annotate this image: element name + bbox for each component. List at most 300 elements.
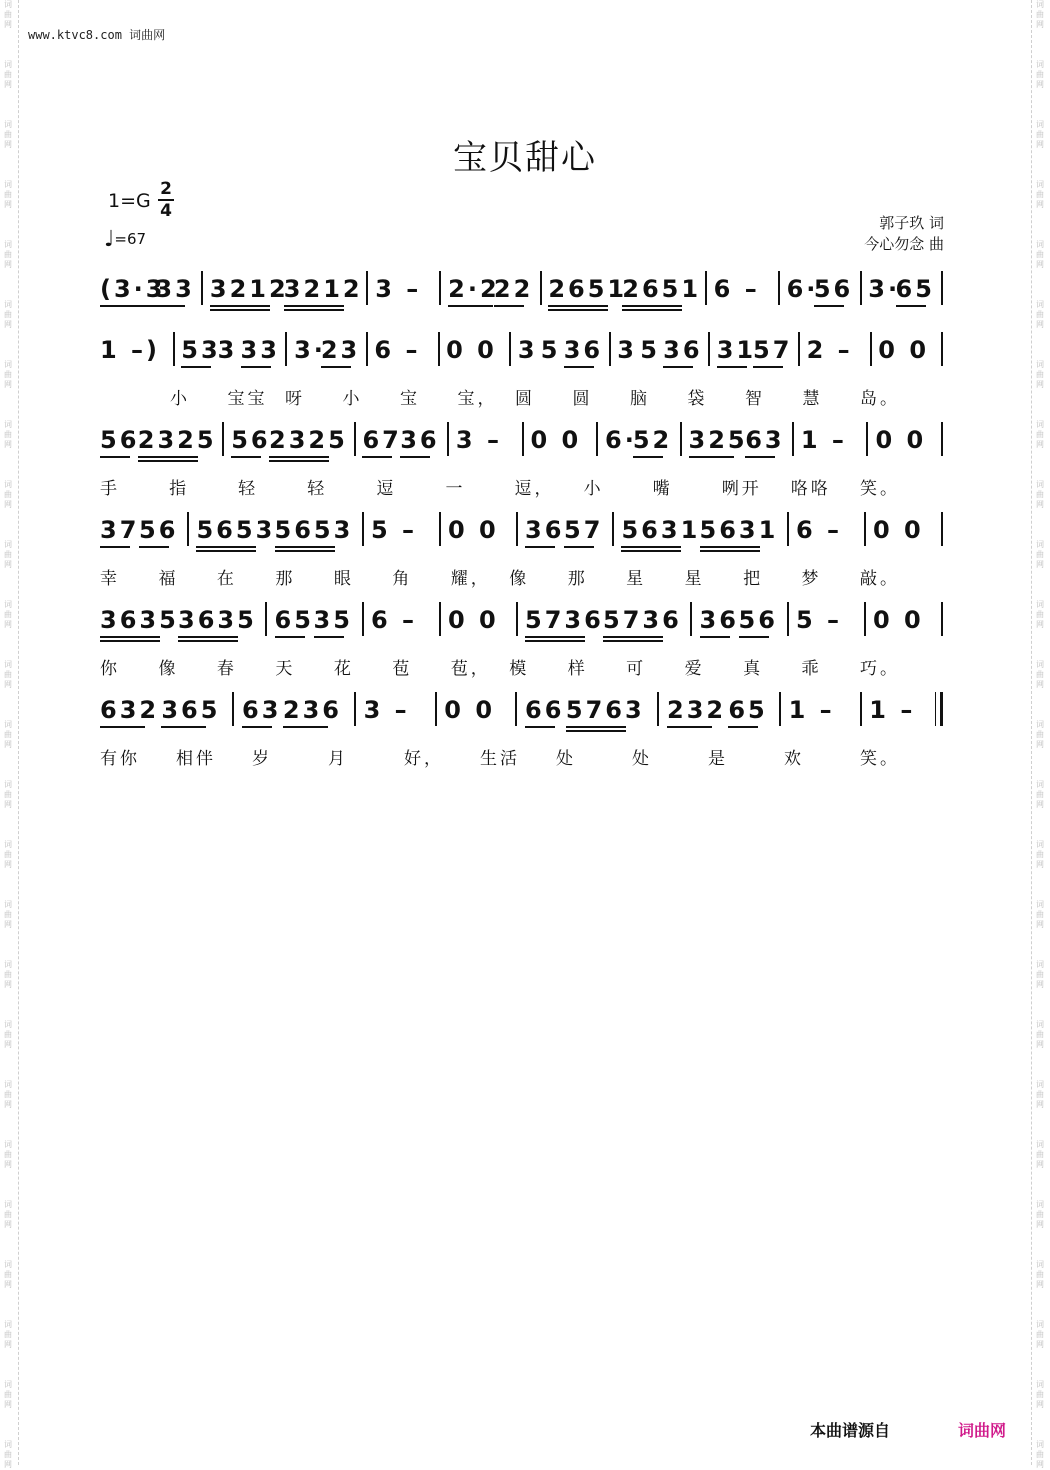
watermark-text: 词 曲 网 [4,360,12,389]
lyric-syllable: 呀 [285,389,305,409]
lyric-syllable: 模 [509,659,530,679]
watermark-text: 词 曲 网 [1036,1260,1044,1289]
barline [515,692,517,726]
watermark-text: 词 曲 网 [4,1200,12,1229]
note-group: 35 [313,606,353,634]
note-group: 5736 [525,606,604,634]
note-group: 2325 [269,426,348,454]
watermark-text: 词 曲 网 [4,60,12,89]
note-group: 57 [564,516,604,544]
lyric-syllable: 眼 [333,569,354,589]
barline [232,692,234,726]
lyricist-credit: 郭子玖 词 [879,214,944,232]
lyric-syllable: 笑。 [860,479,900,499]
watermark-text: 词 曲 网 [1036,720,1044,749]
note-group: 5 – [371,516,418,544]
site-header[interactable]: www.ktvc8.com 词曲网 [28,28,166,42]
lyric-syllable: 耀， [450,569,491,589]
lyric-syllable: 幸 [100,569,120,589]
beam-line [700,546,760,548]
lyric-syllable: 可 [626,659,647,679]
notes-row [100,336,950,376]
beam-line [231,456,261,458]
note-group: 632 [100,696,160,724]
note-group: 0 0 [878,336,930,364]
watermark-text: 词 曲 网 [4,600,12,629]
beam-line [896,305,926,307]
lyric-syllable: 指 [169,479,190,499]
beam-line [275,550,335,552]
watermark-text: 词 曲 网 [4,720,12,749]
beam-line [210,309,270,311]
beam-line [566,726,626,728]
beam-line [622,309,682,311]
lyric-syllable: 宝， [457,389,498,409]
beam-line [178,636,238,638]
barline [860,271,862,305]
notes-row [100,606,950,646]
lyric-syllable: 手 [100,479,120,499]
beam-line [100,546,130,548]
note-group: 236 [282,696,343,724]
note-group: 1 – [869,696,916,724]
watermark-text: 词 曲 网 [1036,60,1044,89]
watermark-text: 词 曲 网 [4,240,12,269]
beam-line [700,636,730,638]
lyric-syllable: 苞 [392,659,413,679]
key-signature: 1=G [108,190,151,212]
note-group: 36 [400,426,440,454]
beam-line [663,366,693,368]
lyric-syllable: 处 [556,749,576,769]
barline [435,692,437,726]
note-group: 33 [240,336,280,364]
watermark-text: 词 曲 网 [1036,1140,1044,1169]
note-group: 6 – [796,516,843,544]
watermark-text: 词 曲 网 [1036,780,1044,809]
lyric-syllable: 爱 [684,659,705,679]
beam-line [548,309,608,311]
watermark-text: 词 曲 网 [1036,960,1044,989]
score-line [100,606,950,686]
watermark-text: 词 曲 网 [4,780,12,809]
beam-line [564,366,594,368]
beam-line [196,550,256,552]
note-group: 3 [217,336,238,364]
lyric-syllable: 乖 [801,659,822,679]
barline [864,602,866,636]
lyric-syllable: 巧。 [860,659,900,679]
note-group: 3 [617,336,637,364]
beam-line [100,305,160,307]
lyric-syllable: 好， [404,749,444,769]
lyric-syllable: 圆 [572,389,593,409]
barline [366,271,368,305]
note-group: 63 [745,426,785,454]
lyric-syllable: 春 [216,659,237,679]
left-watermark-strip [0,0,19,1469]
note-group: 65 [728,696,768,724]
note-group: 65 [895,275,935,303]
beam-line [196,546,256,548]
lyric-syllable: 把 [743,569,764,589]
lyric-syllable: 你 [100,659,120,679]
barline [779,692,781,726]
note-group: 3212 [209,275,289,303]
note-group: 33 [155,275,195,303]
beam-line [275,546,335,548]
note-group: 56 [231,426,271,454]
barline [439,602,441,636]
time-signature-bottom: 4 [160,201,172,221]
lyric-syllable: 样 [567,659,588,679]
note-group: 3· [868,275,901,303]
barline [362,512,364,546]
note-group: 36 [525,516,565,544]
watermark-text: 词 曲 网 [1036,600,1044,629]
note-group: 0 0 [446,336,497,364]
lyric-syllable: 有你 [100,749,140,769]
lyric-syllable: 福 [158,569,179,589]
beam-line [100,456,130,458]
note-group: 3212 [283,275,363,303]
lyric-syllable: 小 [583,479,604,499]
beam-line [622,305,682,307]
notes-row [100,516,950,556]
lyric-syllable: 轻 [307,479,328,499]
watermark-text: 词 曲 网 [4,480,12,509]
note-group: 0 0 [448,516,499,544]
watermark-text: 词 曲 网 [1036,120,1044,149]
note-group: 22 [493,275,534,303]
lyric-syllable: 嘴 [652,479,673,499]
tempo-value: =67 [114,230,147,248]
note-group: 0 0 [873,516,924,544]
quarter-note-icon: ♩ [104,226,115,252]
beam-line [700,550,760,552]
lyric-syllable: 智 [745,389,765,409]
watermark-text: 词 曲 网 [4,540,12,569]
note-group: 5 – [796,606,843,634]
beam-line [548,305,608,307]
watermark-text: 词 曲 网 [1036,1200,1044,1229]
watermark-text: 词 曲 网 [4,1440,12,1469]
watermark-text: 词 曲 网 [1036,480,1044,509]
right-watermark-strip [1031,0,1050,1469]
note-group: 3635 [100,606,179,634]
beam-line [362,456,392,458]
footer-brand-link[interactable]: 词曲网 [958,1421,1007,1440]
note-group: 36 [699,606,739,634]
barline [354,422,356,456]
watermark-text: 词 曲 网 [1036,540,1044,569]
lyric-syllable: 星 [684,569,705,589]
barline [941,422,943,456]
beam-line [525,640,585,642]
watermark-text: 词 曲 网 [4,1380,12,1409]
note-group: 37 [100,516,140,544]
watermark-text: 词 曲 网 [1036,420,1044,449]
note-group: 325 [688,426,748,454]
barline [864,512,866,546]
beam-line [739,636,769,638]
beam-line [283,726,328,728]
watermark-text: 词 曲 网 [1036,660,1044,689]
lyric-syllable: 逗， [514,479,555,499]
lyric-syllable: 脑 [630,389,650,409]
beam-line [178,640,238,642]
note-group: 0 0 [530,426,582,454]
note-group: 63 [242,696,282,724]
notes-row [100,426,950,466]
beam-line [494,305,524,307]
lyric-syllable: 月 [328,749,348,769]
barline [509,332,511,366]
beam-line [525,546,555,548]
barline [792,422,794,456]
beam-line [621,546,681,548]
beam-line [242,726,272,728]
lyric-syllable: 相伴 [176,749,216,769]
note-group: 3 [517,336,538,364]
lyric-syllable: 星 [626,569,647,589]
watermark-text: 词 曲 网 [4,180,12,209]
song-title: 宝贝甜心 [453,138,597,178]
barline [941,512,943,546]
watermark-text: 词 曲 网 [1036,300,1044,329]
note-group: 1 – [788,696,835,724]
watermark-text: 词 曲 网 [4,660,12,689]
barline [657,692,659,726]
lyric-syllable: 梦 [801,569,822,589]
lyric-syllable: 逗 [376,479,397,499]
lyric-syllable: 小 [170,389,190,409]
watermark-text: 词 曲 网 [4,1080,12,1109]
lyric-syllable: 咯咯 [790,479,831,499]
beam-line [269,456,329,458]
note-group: 2·2 [448,275,500,303]
note-group: 3 – [375,275,422,303]
beam-line [621,550,681,552]
barline [866,422,868,456]
beam-line [400,456,430,458]
beam-line [269,460,329,462]
note-group: 6· [786,275,819,303]
note-group: 0 0 [873,606,924,634]
note-group: 53 [181,336,221,364]
note-group: 23 [320,336,361,364]
lyric-syllable: 在 [216,569,237,589]
note-group: 52 [632,426,673,454]
barline [941,332,943,366]
note-group: 2 – [806,336,853,364]
note-group: 5 [640,336,660,364]
beam-line [241,366,271,368]
barline [222,422,224,456]
note-group: 36 [663,336,703,364]
note-group: 56 [813,275,854,303]
lyric-syllable: 岛。 [860,389,900,409]
watermark-text: 词 曲 网 [4,1320,12,1349]
beam-line [100,726,145,728]
beam-line [100,640,160,642]
note-group: 5653 [196,516,276,544]
watermark-text: 词 曲 网 [4,420,12,449]
note-group: 232 [667,696,727,724]
lyric-syllable: 咧开 [721,479,762,499]
barline [860,692,862,726]
note-group: 6 – [713,275,760,303]
beam-line [314,636,344,638]
beam-line [667,726,712,728]
barline [596,422,598,456]
lyric-syllable: 笑。 [860,749,900,769]
beam-line [525,636,585,638]
barline [285,332,287,366]
beam-line [564,546,594,548]
barline [516,512,518,546]
notes-row [100,275,950,315]
barline [540,271,542,305]
barline [265,602,267,636]
lyric-syllable: 敲。 [860,569,900,589]
note-group: 56 [139,516,179,544]
beam-line [181,366,211,368]
note-group: 365 [161,696,221,724]
note-group: 5 [540,336,561,364]
barline [798,332,800,366]
score-line [100,516,950,596]
beam-line [603,636,663,638]
note-group: 1 – [800,426,847,454]
watermark-text: 词 曲 网 [4,120,12,149]
barline [438,332,440,366]
beam-line [138,456,198,458]
lyric-syllable: 小 [342,389,363,409]
barline [609,332,611,366]
watermark-text: 词 曲 网 [1036,240,1044,269]
note-group: 3· [294,336,326,364]
watermark-text: 词 曲 网 [1036,1440,1044,1469]
lyric-syllable: 欢 [784,749,804,769]
note-group: 3 – [455,426,502,454]
watermark-text: 词 曲 网 [4,840,12,869]
beam-line [155,305,185,307]
note-group: 2651 [548,275,628,303]
watermark-text: 词 曲 网 [1036,0,1044,29]
barline [612,512,614,546]
note-group: 6· [605,426,637,454]
note-group: 66 [525,696,565,724]
watermark-text: 词 曲 网 [1036,180,1044,209]
lyric-syllable: 天 [275,659,296,679]
barline [516,602,518,636]
beam-line [603,640,663,642]
watermark-text: 词 曲 网 [1036,1320,1044,1349]
lyric-syllable: 花 [333,659,354,679]
tempo-marking [104,226,147,252]
barline [778,271,780,305]
barline [787,512,789,546]
note-group: 0 0 [875,426,927,454]
lyric-syllable: 处 [632,749,652,769]
watermark-text: 词 曲 网 [4,900,12,929]
score-line [100,426,950,506]
barline [787,602,789,636]
beam-line [753,366,783,368]
barline [680,422,682,456]
barline [187,512,189,546]
beam-line [745,456,775,458]
lyric-syllable: 那 [567,569,588,589]
beam-line [161,726,206,728]
note-group: 5631 [621,516,701,544]
note-group: 6 – [374,336,421,364]
beam-line [814,305,844,307]
watermark-text: 词 曲 网 [1036,1380,1044,1409]
watermark-text: 词 曲 网 [4,0,12,29]
barline [439,271,441,305]
beam-line [139,546,169,548]
note-group: 5736 [603,606,682,634]
note-group: 5763 [565,696,645,724]
lyric-syllable: 一 [445,479,466,499]
watermark-text: 词 曲 网 [1036,1020,1044,1049]
final-barline-thin [935,692,936,726]
beam-line [138,460,198,462]
barline [447,422,449,456]
composer-credit: 今心勿念 曲 [864,235,944,253]
beam-line [717,366,747,368]
watermark-text: 词 曲 网 [1036,360,1044,389]
notes-row [100,696,950,736]
time-signature [158,180,174,220]
time-signature-top: 2 [160,179,172,199]
note-group: 1 –) [100,336,161,364]
barline [941,271,943,305]
note-group: 65 [274,606,314,634]
note-group: 36 [563,336,604,364]
beam-line [275,636,305,638]
barline [439,512,441,546]
note-group: 3635 [178,606,257,634]
note-group: 57 [753,336,793,364]
beam-line [284,305,344,307]
beam-line [321,366,351,368]
note-group: 67 [362,426,402,454]
barline [354,692,356,726]
lyric-syllable: 是 [708,749,728,769]
lyric-syllable: 真 [743,659,764,679]
beam-line [525,726,555,728]
watermark-text: 词 曲 网 [4,1140,12,1169]
note-group: 56 [100,426,140,454]
lyric-syllable: 苞， [450,659,491,679]
final-barline [940,692,943,726]
lyric-syllable: 像 [158,659,179,679]
beam-line [566,730,626,732]
beam-line [100,636,160,638]
barline [201,271,203,305]
note-group: 0 0 [448,606,499,634]
watermark-text: 词 曲 网 [4,1260,12,1289]
note-group: 5631 [699,516,779,544]
barline [690,602,692,636]
barline [362,602,364,636]
barline [870,332,872,366]
lyric-syllable: 像 [509,569,530,589]
lyric-syllable: 宝 [400,389,420,409]
